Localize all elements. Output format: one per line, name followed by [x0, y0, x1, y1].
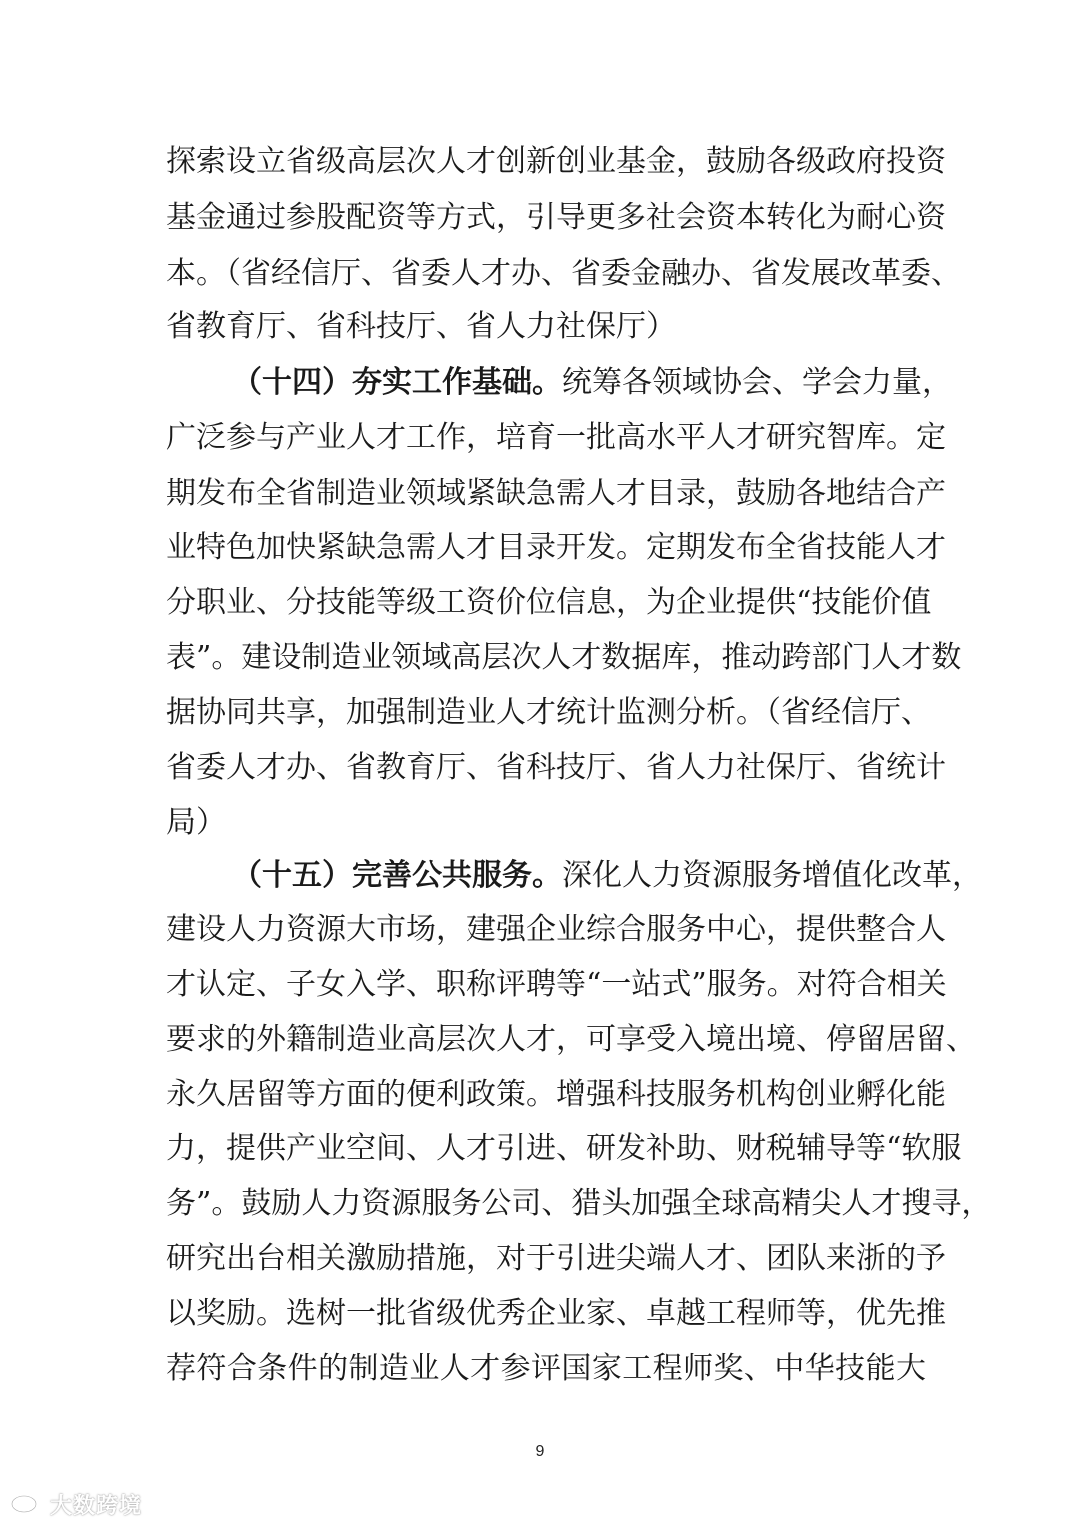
- body-text-line: 表”。建设制造业领域高层次人才数据库，推动跨部门人才数: [166, 640, 962, 675]
- body-text-line: 广泛参与产业人才工作，培育一批高水平人才研究智库。定: [166, 420, 946, 455]
- body-text-line: 期发布全省制造业领域紧缺急需人才目录，鼓励各地结合产: [166, 476, 946, 511]
- body-text-line: 业特色加快紧缺急需人才目录开发。定期发布全省技能人才: [166, 530, 946, 565]
- body-text-line: 务”。鼓励人力资源服务公司、猎头加强全球高精尖人才搜寻，: [166, 1186, 992, 1221]
- body-text-line: 基金通过参股配资等方式，引导更多社会资本转化为耐心资: [166, 200, 946, 235]
- body-text-line: 探索设立省级高层次人才创新创业基金，鼓励各级政府投资: [166, 144, 946, 179]
- body-text-line: 力，提供产业空间、人才引进、研发补助、财税辅导等“软服: [166, 1131, 962, 1166]
- body-text-line: 省委人才办、省教育厅、省科技厅、省人力社保厅、省统计: [166, 750, 946, 785]
- watermark: [10, 1490, 142, 1518]
- body-text-line: 才认定、子女入学、职称评聘等“一站式”服务。对符合相关: [166, 967, 947, 1002]
- body-text-line: 建设人力资源大市场，建强企业综合服务中心，提供整合人: [166, 912, 946, 947]
- body-text-line: 研究出台相关激励措施，对于引进尖端人才、团队来浙的予: [166, 1241, 946, 1276]
- body-text-line: 局）: [166, 805, 226, 840]
- body-text-line: 以奖励。选树一批省级优秀企业家、卓越工程师等，优先推: [166, 1296, 946, 1331]
- body-text-line: 本。（省经信厅、省委人才办、省委金融办、省发展改革委、: [166, 256, 961, 291]
- section-heading: （十五）完善公共服务。: [232, 858, 562, 893]
- watermark-text: 大数跨境: [50, 1492, 143, 1518]
- body-text-line: 省教育厅、省科技厅、省人力社保厅）: [166, 309, 676, 344]
- page-number: 9: [535, 1443, 545, 1460]
- section-heading-line: [232, 856, 982, 896]
- body-text-line: 据协同共享，加强制造业人才统计监测分析。（省经信厅、: [166, 695, 931, 730]
- body-text: 深化人力资源服务增值化改革，: [562, 858, 982, 893]
- section-heading-line: [232, 363, 952, 403]
- body-text: 统筹各领域协会、学会力量，: [562, 365, 952, 400]
- body-text-line: 要求的外籍制造业高层次人才，可享受入境出境、停留居留、: [166, 1022, 976, 1057]
- weibo-logo-icon: [10, 1489, 44, 1519]
- body-text-line: 荐符合条件的制造业人才参评国家工程师奖、中华技能大: [166, 1351, 926, 1386]
- section-heading: （十四）夯实工作基础。: [232, 365, 562, 400]
- body-text-line: 分职业、分技能等级工资价位信息，为企业提供“技能价值: [166, 585, 932, 620]
- body-text-line: 永久居留等方面的便利政策。增强科技服务机构创业孵化能: [166, 1077, 946, 1112]
